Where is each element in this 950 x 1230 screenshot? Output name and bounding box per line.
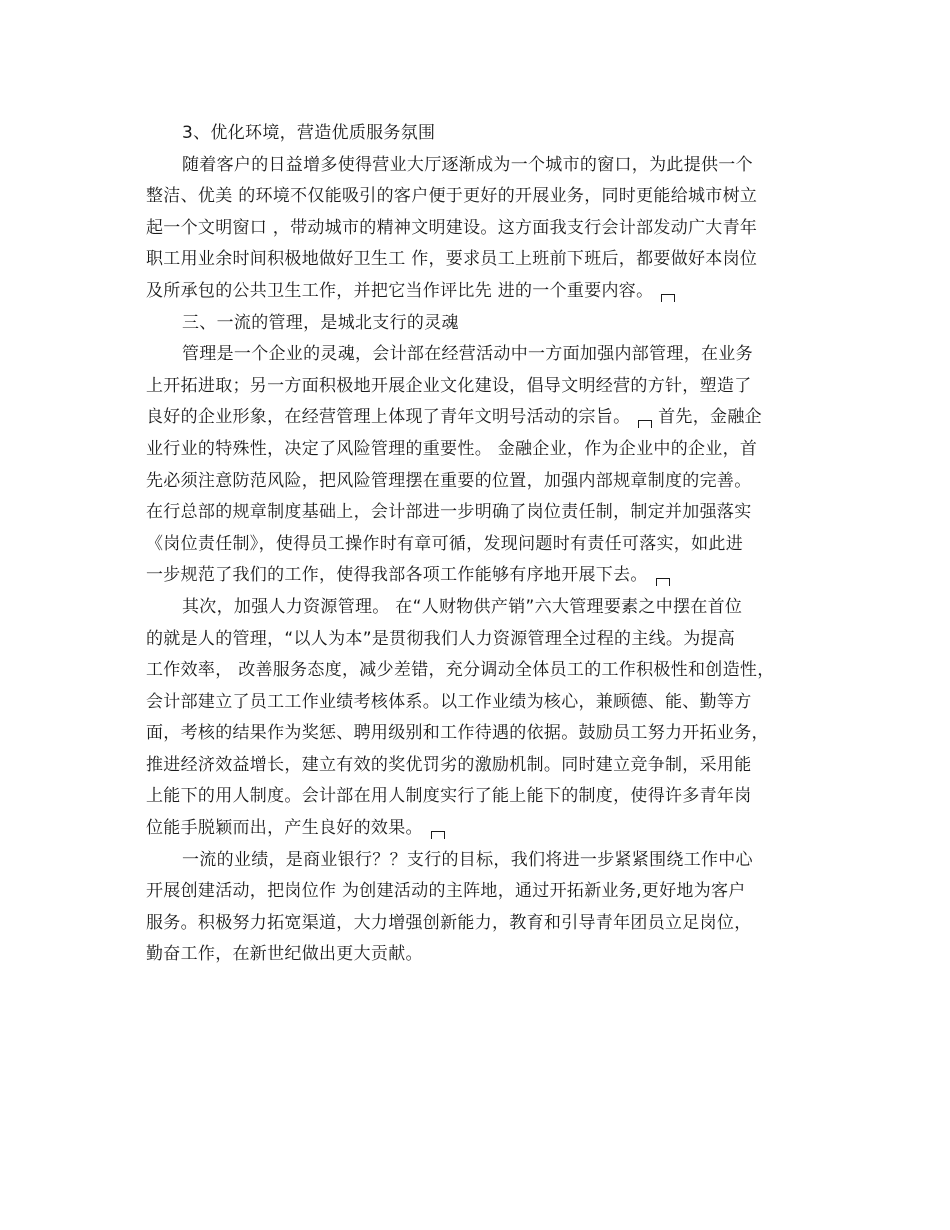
paragraph-line: 工作效率， 改善服务态度，减少差错，充分调动全体员工的工作积极性和创造性， [146,660,775,681]
paragraph-mark-icon [656,578,670,586]
paragraph-line: 推进经济效益增长，建立有效的奖优罚劣的激励机制。同时建立竞争制，采用能 [146,754,752,775]
paragraph-line: 整洁、优美 的环境不仅能吸引的客户便于更好的开展业务，同时更能给城市树立 [146,186,758,207]
paragraph-line: 《岗位责任制》，使得员工操作时有章可循，发现问题时有责任可落实，如此进 [146,533,743,554]
paragraph-line: 的就是人的管理，“以人为本”是贯彻我们人力资源管理全过程的主线。为提高 [146,628,736,649]
paragraph-line: 管理是一个企业的灵魂，会计部在经营活动中一方面加强内部管理，在业务 [182,344,753,365]
section-heading: 3、优化环境，营造优质服务氛围 [182,123,436,143]
section-heading: 三、一流的管理，是城北支行的灵魂 [182,312,459,333]
paragraph-line: 上能下的用人制度。会计部在用人制度实行了能上能下的制度，使得许多青年岗 [146,786,752,807]
paragraph-line: 勤奋工作，在新世纪做出更大贡献。 [146,944,423,965]
paragraph-line: 业行业的特殊性，决定了风险管理的重要性。 金融企业，作为企业中的企业，首 [146,438,758,459]
paragraph-line: 随着客户的日益增多使得营业大厅逐渐成为一个城市的窗口，为此提供一个 [182,154,753,175]
paragraph-line: 开展创建活动，把岗位作 为创建活动的主阵地，通过开拓新业务,更好地为客户 [146,881,746,902]
paragraph-mark-icon [661,294,675,302]
paragraph-line: 面，考核的结果作为奖惩、聘用级别和工作待遇的依据。鼓励员工努力开拓业务， [146,723,769,744]
paragraph-mark-icon [431,831,445,839]
paragraph-line: 一流的业绩，是商业银行？？支行的目标，我们将进一步紧紧围绕工作中心 [182,849,753,870]
paragraph-line: 在行总部的规章制度基础上，会计部进一步明确了岗位责任制，制定并加强落实 [146,502,752,523]
paragraph-line [146,276,816,308]
paragraph-mark-icon [638,420,652,428]
paragraph-text: 首先，金融企 [658,407,762,428]
paragraph-line: 服务。积极努力拓宽渠道，大力增强创新能力，教育和引导青年团员立足岗位， [146,912,752,933]
paragraph-line: 其次，加强人力资源管理。 在“人财物供产销”六大管理要素之中摆在首位 [182,596,743,617]
paragraph-text: 位能手脱颖而出，产生良好的效果。 [146,818,423,839]
paragraph-line [146,813,816,845]
paragraph-line: 会计部建立了员工工作业绩考核体系。以工作业绩为核心，兼顾德、能、勤等方 [146,691,752,712]
paragraph-text: 良好的企业形象，在经营管理上体现了青年文明号活动的宗旨。 [146,407,631,428]
paragraph-line [146,560,816,592]
paragraph-line [146,402,816,434]
paragraph-text: 及所承包的公共卫生工作，并把它当作评比先 进的一个重要内容。 [146,280,654,301]
paragraph-line: 上开拓进取；另一方面积极地开展企业文化建设，倡导文明经营的方针，塑造了 [146,375,752,396]
paragraph-line: 先必须注意防范风险，把风险管理摆在重要的位置，加强内部规章制度的完善。 [146,470,752,491]
document-body [146,118,816,971]
paragraph-line: 起一个文明窗口 ，带动城市的精神文明建设。这方面我支行会计部发动广大青年 [146,217,758,238]
paragraph-line: 职工用业余时间积极地做好卫生工 作，要求员工上班前下班后，都要做好本岗位 [146,249,758,270]
paragraph-text: 一步规范了我们的工作，使得我部各项工作能够有序地开展下去。 [146,565,648,586]
